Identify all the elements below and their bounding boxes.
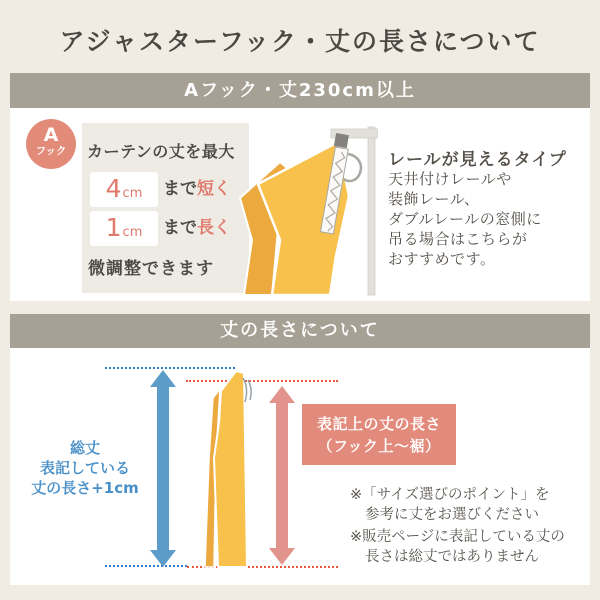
rail-visible-line: 吊る場合はこちらが [388, 230, 528, 248]
shorten-value-box [90, 172, 158, 207]
lengthen-value: 1 [105, 213, 122, 242]
section-a-header [10, 73, 590, 108]
lengthen-label-emph: 長く [197, 218, 231, 238]
shorten-value: 4 [105, 174, 122, 203]
notation-length-box [302, 404, 456, 465]
panel-heading: カーテンの丈を最大 [87, 142, 235, 161]
badge-hook-label: フック [35, 145, 67, 157]
badge-hook-type-label: A [43, 124, 59, 146]
lengthen-label-prefix: まで [163, 218, 197, 238]
rail-visible-heading: レールが見えるタイプ [388, 150, 567, 170]
page-title: アジャスターフック・丈の長さについて [59, 27, 541, 56]
curtain-icon [200, 368, 256, 568]
section-length-header [10, 314, 590, 348]
note-line: 長さは総丈ではありません [365, 549, 539, 565]
total-length-line: 表記している [39, 459, 130, 477]
rail-visible-line: 装飾レール、 [388, 190, 480, 208]
size-selection-note [350, 485, 550, 525]
shorten-label [163, 172, 231, 207]
total-length-arrow-icon [150, 370, 176, 567]
shorten-label-prefix: まで [163, 179, 197, 199]
lengthen-value-box [90, 211, 158, 246]
a-hook-badge [26, 119, 76, 169]
rail-visible-line: おすすめです。 [388, 250, 496, 268]
lengthen-label [163, 211, 231, 246]
shorten-unit: cm [122, 186, 143, 201]
hook-runner-icon [334, 133, 349, 148]
total-length-line: 丈の長さ+1cm [31, 479, 139, 497]
rail-visible-description [388, 169, 542, 269]
total-length-label [20, 438, 150, 498]
section-length-header-label: 丈の長さについて [220, 320, 380, 341]
rail-visible-line: 天井付けレールや [388, 170, 512, 188]
notation-length-line: （フック上～裾） [317, 436, 441, 455]
total-length-line: 総丈 [69, 439, 100, 457]
fine-adjust-note: 微調整できます [88, 259, 214, 279]
rail-visible-line: ダブルレールの窓側に [388, 210, 542, 228]
note-line: ※販売ページに表記している丈の [350, 529, 565, 545]
shorten-label-emph: 短く [197, 179, 231, 199]
note-line: ※「サイズ選びのポイント」を [350, 487, 550, 503]
rail-vertical-icon [368, 127, 375, 295]
total-length-disclaimer-note [350, 527, 565, 567]
note-line: 参考に丈をお選びください [365, 507, 539, 523]
notation-length-arrow-icon [269, 386, 295, 565]
curtain-rail-illustration [228, 118, 378, 300]
notation-length-line: 表記上の丈の長さ [316, 414, 441, 433]
lengthen-unit: cm [122, 225, 143, 240]
section-a-header-label: Aフック・丈230cm以上 [184, 80, 416, 101]
